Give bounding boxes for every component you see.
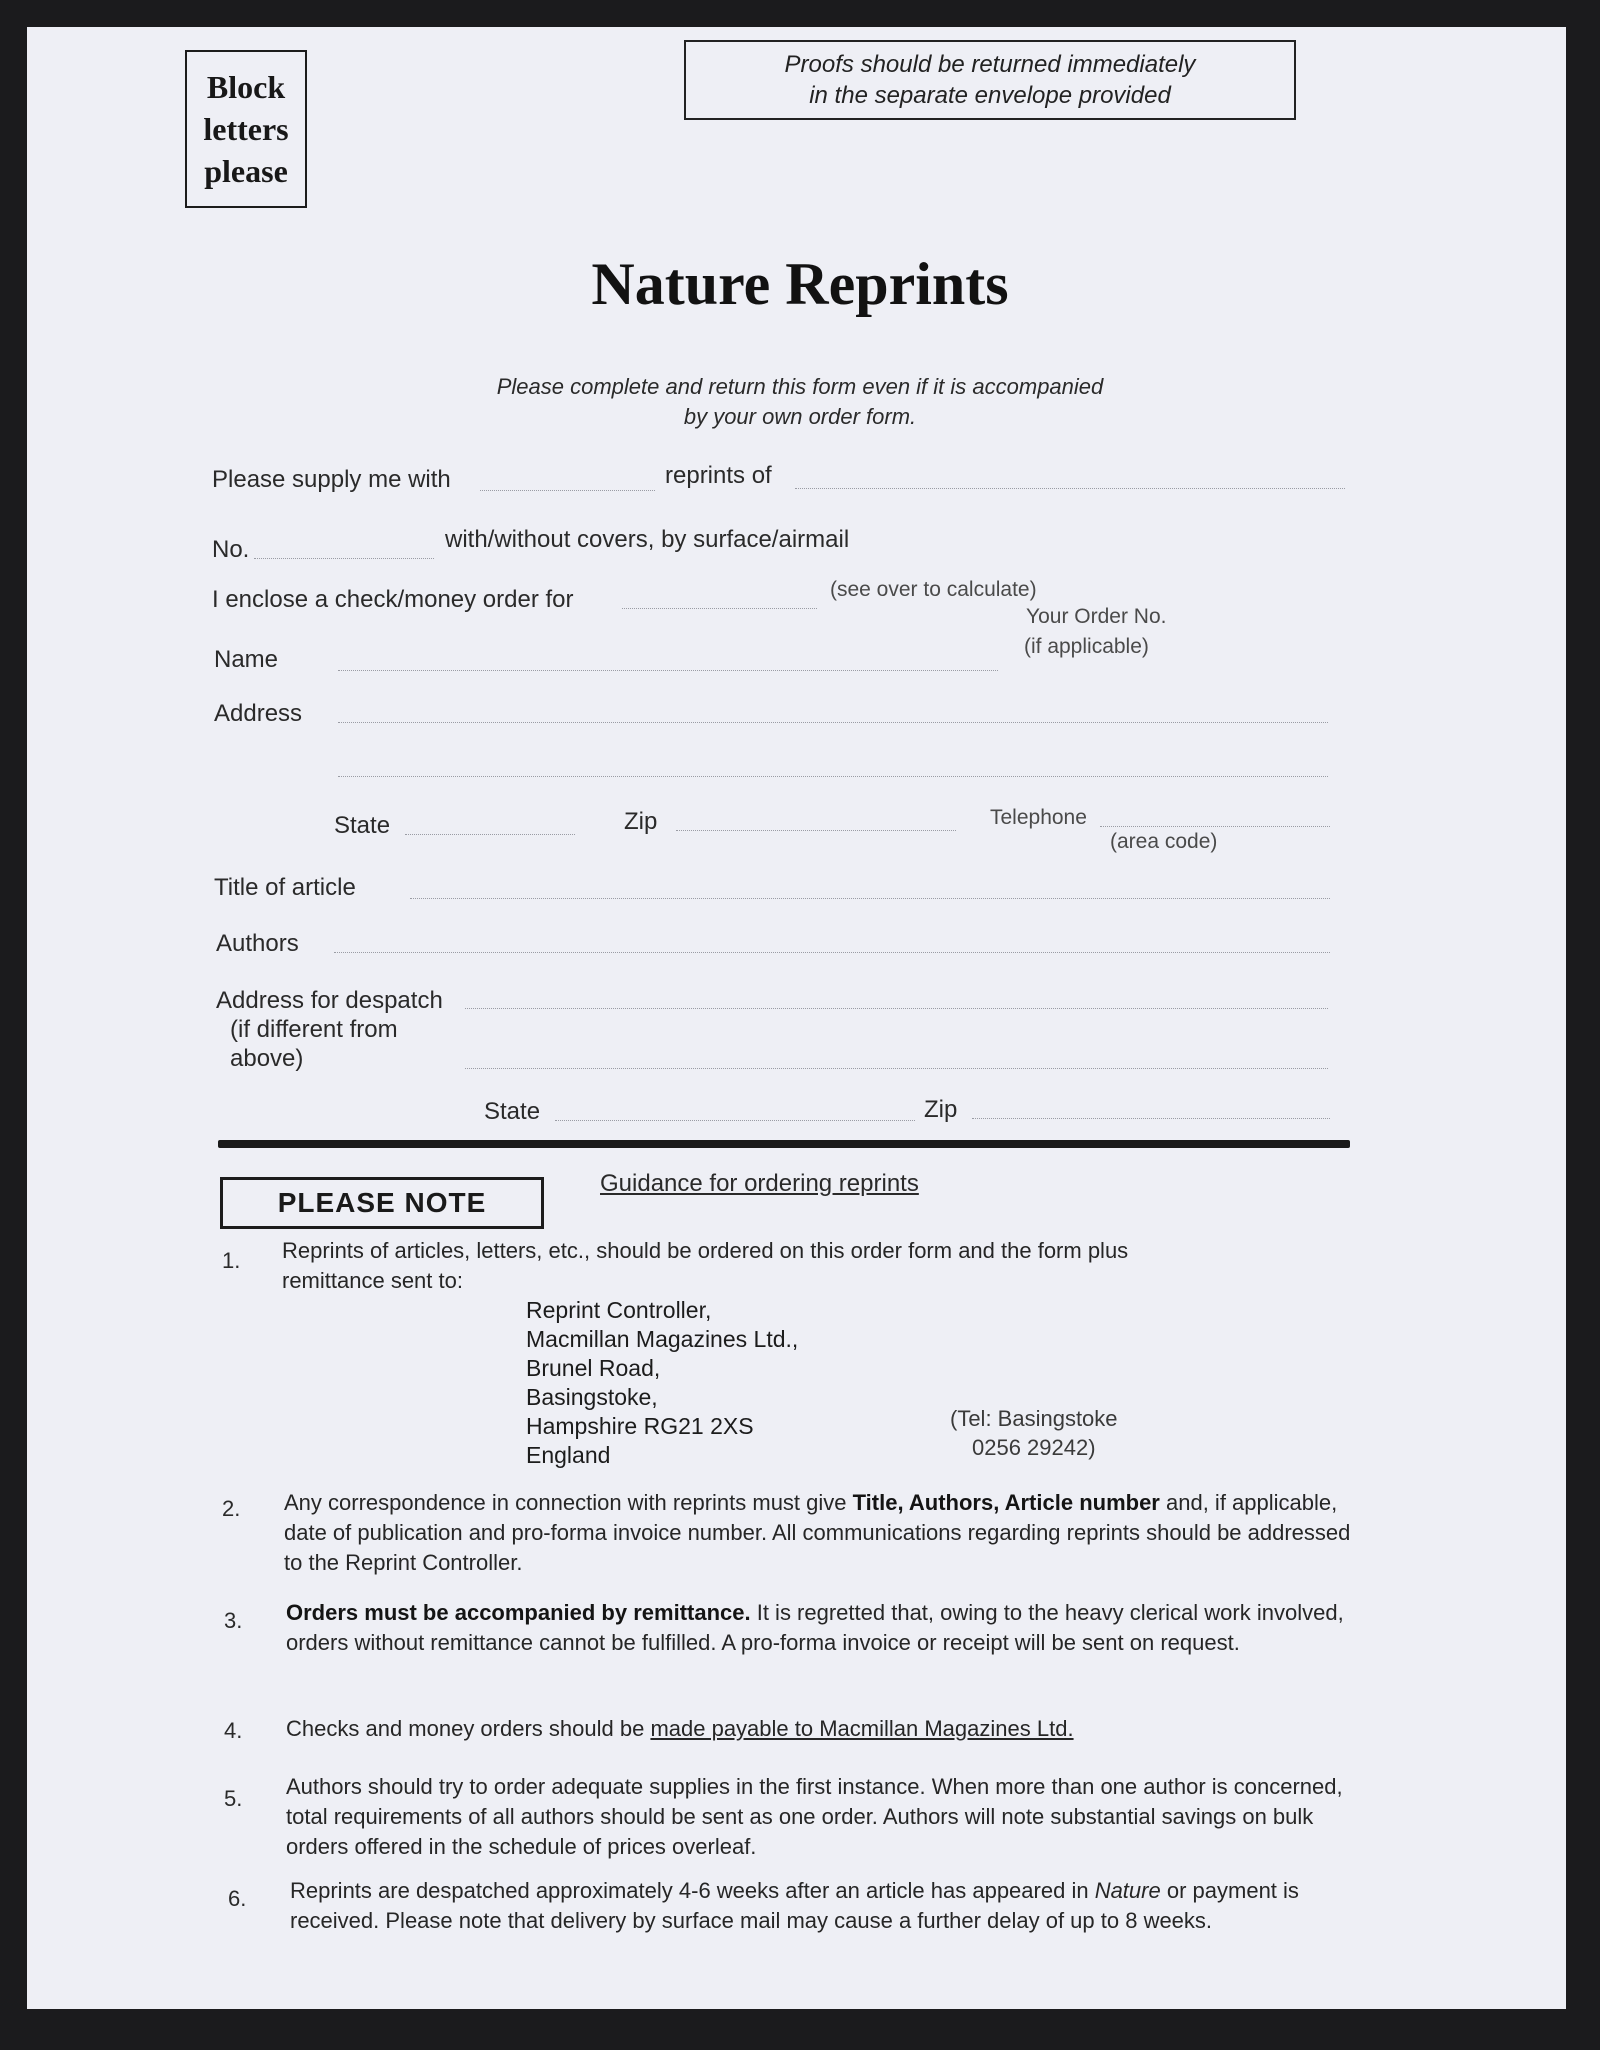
reprint-controller-address bbox=[526, 1296, 798, 1470]
note-1-line: remittance sent to: bbox=[282, 1268, 463, 1293]
address-field-line-2[interactable] bbox=[338, 776, 1328, 777]
address-field-line-1[interactable] bbox=[338, 722, 1328, 723]
note-1-line: Reprints of articles, letters, etc., should be ordered on this order form and the form plus bbox=[282, 1238, 1129, 1263]
instructions-line: by your own order form. bbox=[683, 404, 917, 429]
zip-field[interactable] bbox=[676, 830, 956, 831]
reprints-of-label: reprints of bbox=[665, 462, 772, 489]
state2-label: State bbox=[484, 1098, 541, 1125]
note-1 bbox=[282, 1236, 1362, 1296]
address-line: Macmillan Magazines Ltd., bbox=[526, 1326, 799, 1352]
despatch-label-line: (if different from bbox=[230, 1016, 398, 1043]
note-6-italic: Nature bbox=[1094, 1878, 1161, 1903]
see-over-note: (see over to calculate) bbox=[830, 578, 1037, 601]
name-label: Name bbox=[214, 646, 279, 673]
note-number: 3. bbox=[224, 1608, 243, 1633]
state2-field[interactable] bbox=[555, 1120, 915, 1121]
reprints-of-field[interactable] bbox=[795, 488, 1345, 489]
despatch-label-line: Address for despatch bbox=[216, 987, 443, 1014]
telephone-label: Telephone bbox=[990, 806, 1087, 829]
note-4-text: Checks and money orders should be bbox=[286, 1716, 651, 1741]
note-number: 4. bbox=[224, 1718, 243, 1743]
no-label: No. bbox=[212, 536, 250, 563]
note-6-text: or payment is received. Please note that delivery by surface mail may cause a further delay of up to 8 weeks. bbox=[290, 1878, 1299, 1933]
note-5: Authors should try to order adequate supplies in the first instance. When more than one author is concerned, total requirements of all authors should be sent as one order. Authors will note substantial savings on bulk orders offered in the schedule of prices overleaf. bbox=[286, 1774, 1343, 1859]
block-letters-line: Block bbox=[206, 69, 286, 105]
note-6 bbox=[290, 1876, 1360, 1936]
authors-label: Authors bbox=[216, 930, 299, 957]
address-line: Hampshire RG21 2XS bbox=[526, 1413, 754, 1439]
please-note-box: PLEASE NOTE bbox=[220, 1177, 544, 1229]
state-label: State bbox=[334, 812, 391, 839]
zip2-label: Zip bbox=[924, 1096, 958, 1123]
area-code-note: (area code) bbox=[1110, 830, 1218, 853]
section-divider bbox=[218, 1140, 1350, 1148]
name-field[interactable] bbox=[338, 670, 998, 671]
note-3 bbox=[286, 1598, 1356, 1658]
note-4 bbox=[286, 1714, 1356, 1744]
authors-field[interactable] bbox=[334, 952, 1330, 953]
address-line: Brunel Road, bbox=[526, 1355, 661, 1381]
covers-label: with/without covers, by surface/airmail bbox=[445, 526, 850, 553]
no-field[interactable] bbox=[254, 558, 434, 559]
address-line: England bbox=[526, 1442, 611, 1468]
tel-line: (Tel: Basingstoke bbox=[950, 1406, 1118, 1431]
proofs-notice-box bbox=[684, 40, 1296, 120]
telephone-field[interactable] bbox=[1100, 826, 1330, 827]
note-6-text: Reprints are despatched approximately 4-6 weeks after an article has appeared in bbox=[290, 1878, 1095, 1903]
note-number: 1. bbox=[222, 1248, 241, 1273]
block-letters-line: letters bbox=[203, 111, 289, 147]
note-number: 2. bbox=[222, 1496, 241, 1521]
address-label: Address bbox=[214, 700, 303, 727]
despatch-label bbox=[216, 986, 443, 1073]
note-4-underlined: made payable to Macmillan Magazines Ltd. bbox=[650, 1716, 1074, 1741]
form-instructions bbox=[0, 372, 1600, 432]
title-of-article-field[interactable] bbox=[410, 898, 1330, 899]
guidance-heading: Guidance for ordering reprints bbox=[600, 1170, 919, 1197]
note-3-text: It is regretted that, owing to the heavy clerical work involved, orders without remittance cannot be fulfilled. A pro-forma invoice or receipt will be sent on request. bbox=[286, 1600, 1344, 1655]
address-line: Basingstoke, bbox=[526, 1384, 658, 1410]
telephone-info bbox=[950, 1404, 1118, 1462]
tel-line: 0256 29242) bbox=[971, 1435, 1096, 1460]
if-applicable-note: (if applicable) bbox=[1024, 635, 1149, 658]
note-2-text: Any correspondence in connection with reprints must give bbox=[284, 1490, 853, 1515]
instructions-line: Please complete and return this form even if it is accompanied bbox=[496, 374, 1104, 399]
note-number: 5. bbox=[224, 1786, 243, 1811]
despatch-field-line-1[interactable] bbox=[465, 1008, 1328, 1009]
note-3-bold: Orders must be accompanied by remittance. bbox=[286, 1600, 751, 1625]
despatch-field-line-2[interactable] bbox=[465, 1068, 1328, 1069]
note-2 bbox=[284, 1488, 1354, 1578]
supply-label: Please supply me with bbox=[212, 466, 451, 493]
proofs-notice-line: Proofs should be returned immediately bbox=[784, 51, 1196, 78]
block-letters-box bbox=[185, 50, 307, 208]
despatch-label-line: above) bbox=[230, 1045, 304, 1072]
note-2-text: and, if applicable, date of publication and pro-forma invoice number. All communications regarding reprints should be addressed to the Reprint Controller. bbox=[284, 1490, 1351, 1575]
note-2-bold: Title, Authors, Article number bbox=[852, 1490, 1160, 1515]
zip-label: Zip bbox=[624, 808, 658, 835]
address-line: Reprint Controller, bbox=[526, 1297, 712, 1323]
state-field[interactable] bbox=[405, 834, 575, 835]
block-letters-line: please bbox=[204, 153, 288, 189]
amount-field[interactable] bbox=[622, 608, 817, 609]
enclose-label: I enclose a check/money order for bbox=[212, 586, 574, 613]
page-title: Nature Reprints bbox=[591, 251, 1009, 317]
proofs-notice-line: in the separate envelope provided bbox=[809, 82, 1171, 109]
title-of-article-label: Title of article bbox=[214, 874, 356, 901]
note-number: 6. bbox=[228, 1886, 247, 1911]
your-order-no-label: Your Order No. bbox=[1026, 605, 1167, 628]
zip2-field[interactable] bbox=[972, 1118, 1330, 1119]
quantity-field[interactable] bbox=[480, 490, 655, 491]
